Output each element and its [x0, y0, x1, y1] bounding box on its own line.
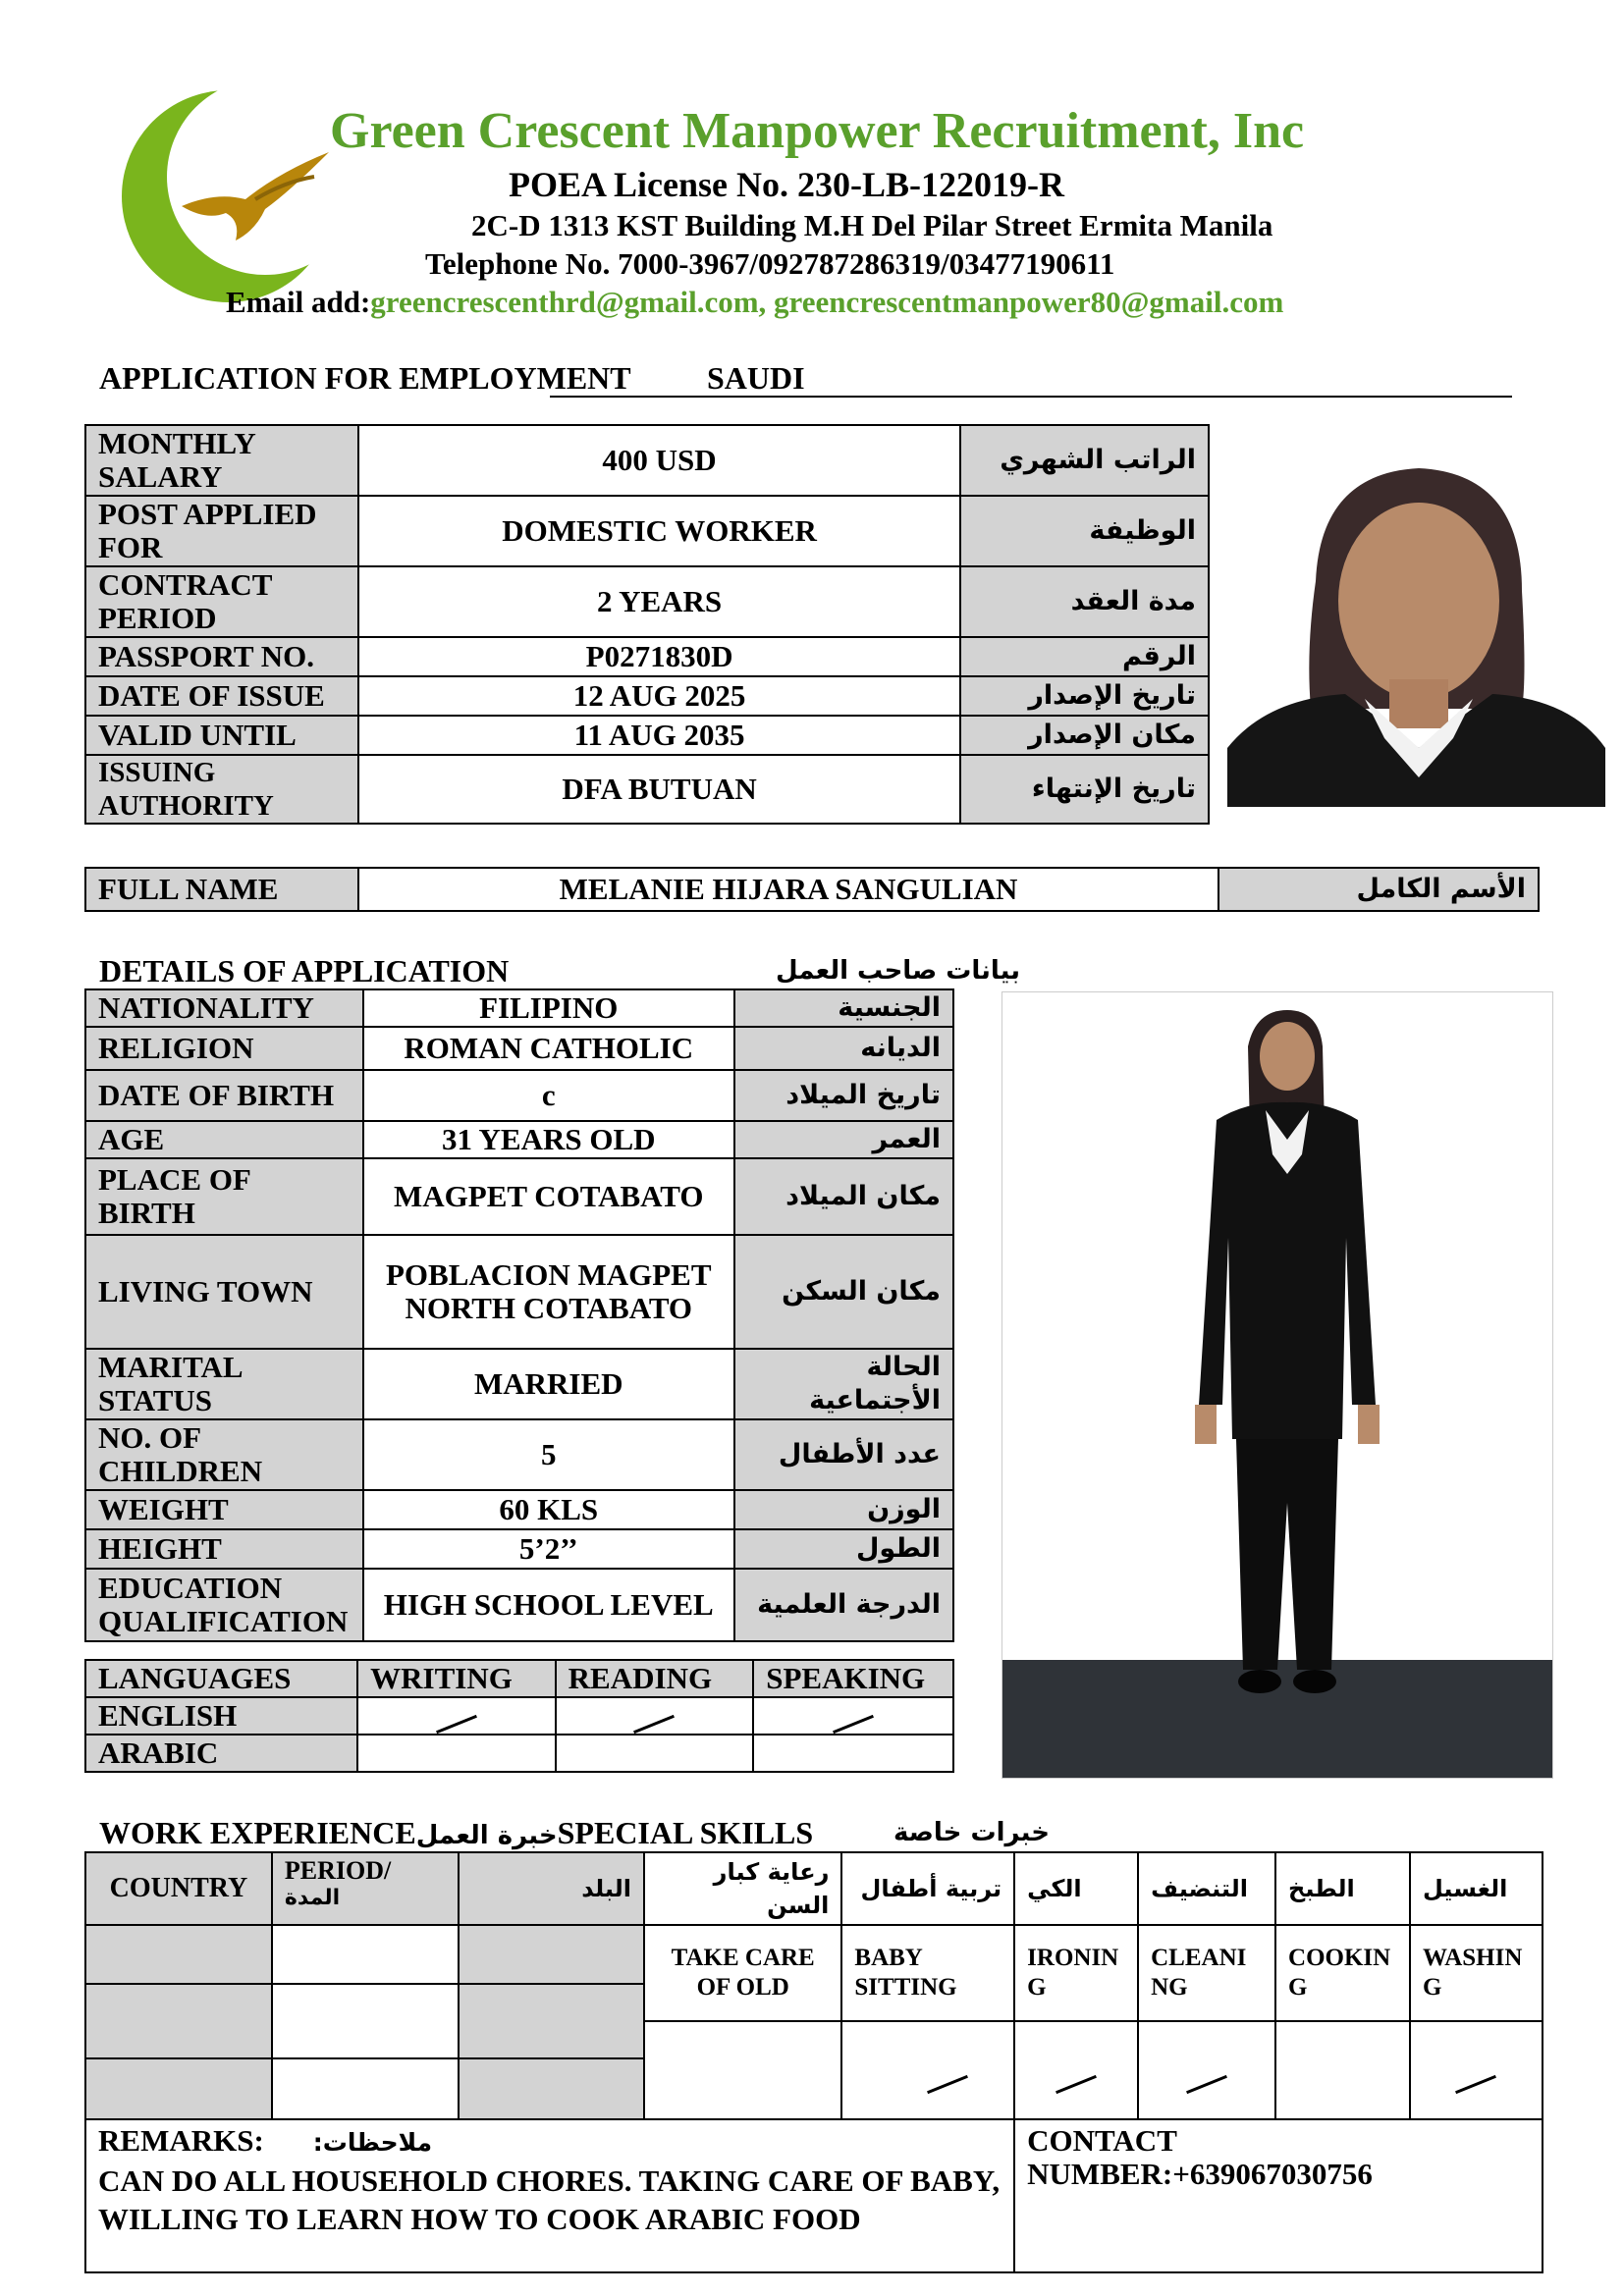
skill-label-baby: BABY SITTING — [841, 1925, 1014, 2021]
work-country-cell — [85, 1984, 272, 2058]
full-name-table — [84, 867, 1540, 912]
special-skills-title: SPECIAL SKILLS — [557, 1815, 814, 1850]
arabic-place-of-birth: مكان الميلاد — [734, 1158, 953, 1235]
value-date-of-issue: 12 AUG 2025 — [358, 676, 961, 716]
value-height: 5’2’’ — [363, 1529, 734, 1569]
work-country-arabic-cell — [459, 2058, 644, 2119]
skill-label-ironing: IRONIN G — [1014, 1925, 1138, 2021]
remarks-arabic: ملاحظات: — [312, 2128, 433, 2157]
special-skills-arabic: خبرات خاصة — [893, 1818, 1051, 1847]
label-age: AGE — [85, 1121, 363, 1158]
language-arabic: ARABIC — [85, 1735, 357, 1772]
email-label: Email add: — [226, 285, 371, 319]
value-issuing-authority: DFA BUTUAN — [358, 755, 961, 824]
label-monthly-salary: MONTHLY SALARY — [85, 425, 358, 496]
arabic-monthly-salary: الراتب الشهري — [960, 425, 1209, 496]
value-place-of-birth: MAGPET COTABATO — [363, 1158, 734, 1235]
label-issuing-authority: ISSUING AUTHORITY — [85, 755, 358, 824]
value-religion: ROMAN CATHOLIC — [363, 1027, 734, 1070]
license-number: POEA License No. 230-LB-122019-R — [509, 165, 1064, 204]
label-education: EDUCATION QUALIFICATION — [85, 1569, 363, 1641]
label-living-town: LIVING TOWN — [85, 1235, 363, 1349]
value-living-town: POBLACION MAGPET NORTH COTABATO — [363, 1235, 734, 1349]
value-education: HIGH SCHOOL LEVEL — [363, 1569, 734, 1641]
languages-table — [84, 1659, 954, 1773]
work-country-arabic-cell — [459, 1925, 644, 1984]
label-children: NO. OF CHILDREN — [85, 1419, 363, 1490]
remarks-text: CAN DO ALL HOUSEHOLD CHORES. TAKING CARE OF BABY, WILLING TO LEARN HOW TO COOK ARABIC FOOD — [98, 2163, 1001, 2236]
remarks-cell — [85, 2119, 1014, 2272]
headshot-photo — [1227, 454, 1605, 807]
speaking-header: SPEAKING — [753, 1660, 953, 1697]
skill-label-washing: WASHIN G — [1410, 1925, 1543, 2021]
value-children: 5 — [363, 1419, 734, 1490]
application-title: APPLICATION FOR EMPLOYMENT — [99, 360, 631, 396]
skill-check-cooking — [1275, 2021, 1410, 2119]
value-contract-period: 2 YEARS — [358, 566, 961, 637]
skill-label-elderly: TAKE CARE OF OLD — [644, 1925, 841, 2021]
label-passport-no: PASSPORT NO. — [85, 637, 358, 676]
english-writing-check — [357, 1697, 556, 1735]
company-logo — [118, 83, 344, 309]
work-country-cell — [85, 2058, 272, 2119]
arabic-marital-status: الحالة الأجتماعية — [734, 1349, 953, 1419]
value-nationality: FILIPINO — [363, 989, 734, 1027]
label-nationality: NATIONALITY — [85, 989, 363, 1027]
label-marital-status: MARITAL STATUS — [85, 1349, 363, 1419]
contact-label: CONTACT — [1027, 2123, 1177, 2158]
label-post-applied: POST APPLIED FOR — [85, 496, 358, 566]
period-header-label: PERIOD/ — [284, 1856, 392, 1885]
skill-check-elderly — [644, 2021, 841, 2119]
value-passport-no: P0271830D — [358, 637, 961, 676]
label-place-of-birth: PLACE OF BIRTH — [85, 1158, 363, 1235]
email-line — [226, 286, 1283, 319]
telephone: Telephone No. 7000-3967/092787286319/03477190611 — [425, 246, 1115, 281]
skill-label-cleaning: CLEANI NG — [1138, 1925, 1275, 2021]
reading-header: READING — [556, 1660, 754, 1697]
skill-check-cleaning — [1138, 2021, 1275, 2119]
work-experience-arabic: خبرة العمل — [415, 1821, 558, 1850]
value-weight: 60 KLS — [363, 1490, 734, 1529]
skill-arabic-cooking: الطبخ — [1275, 1852, 1410, 1925]
passport-table — [84, 424, 1210, 825]
period-header — [272, 1852, 459, 1925]
arabic-contract-period: مدة العقد — [960, 566, 1209, 637]
work-country-arabic-cell — [459, 1984, 644, 2058]
work-title-line — [99, 1815, 813, 1853]
arabic-reading-cell — [556, 1735, 754, 1772]
value-monthly-salary: 400 USD — [358, 425, 961, 496]
full-name-arabic: الأسم الكامل — [1218, 868, 1539, 911]
label-valid-until: VALID UNTIL — [85, 716, 358, 755]
value-marital-status: MARRIED — [363, 1349, 734, 1419]
work-experience-title: WORK EXPERIENCE — [99, 1815, 416, 1850]
arabic-speaking-cell — [753, 1735, 953, 1772]
label-date-of-birth: DATE OF BIRTH — [85, 1070, 363, 1121]
arabic-passport-no: الرقم — [960, 637, 1209, 676]
arabic-issuing-authority: تاريخ الإنتهاء — [960, 755, 1209, 824]
company-address: 2C-D 1313 KST Building M.H Del Pilar Street Ermita Manila — [471, 208, 1273, 242]
arabic-height: الطول — [734, 1529, 953, 1569]
value-age: 31 YEARS OLD — [363, 1121, 734, 1158]
skill-label-cooking: COOKIN G — [1275, 1925, 1410, 2021]
languages-header: LANGUAGES — [85, 1660, 357, 1697]
arabic-children: عدد الأطفال — [734, 1419, 953, 1490]
arabic-date-of-issue: تاريخ الإصدار — [960, 676, 1209, 716]
skill-check-baby — [841, 2021, 1014, 2119]
work-period-cell — [272, 1925, 459, 1984]
full-name-value: MELANIE HIJARA SANGULIAN — [358, 868, 1219, 911]
email-value: greencrescenthrd@gmail.com, greencrescentmanpower80@gmail.com — [370, 285, 1284, 319]
arabic-date-of-birth: تاريخ الميلاد — [734, 1070, 953, 1121]
work-skills-table — [84, 1851, 1543, 2273]
arabic-post-applied: الوظيفة — [960, 496, 1209, 566]
company-name: Green Crescent Manpower Recruitment, Inc — [330, 103, 1305, 159]
value-post-applied: DOMESTIC WORKER — [358, 496, 961, 566]
details-table — [84, 988, 954, 1642]
value-valid-until: 11 AUG 2035 — [358, 716, 961, 755]
label-weight: WEIGHT — [85, 1490, 363, 1529]
full-name-label: FULL NAME — [85, 868, 358, 911]
value-date-of-birth: c — [363, 1070, 734, 1121]
language-english: ENGLISH — [85, 1697, 357, 1735]
label-date-of-issue: DATE OF ISSUE — [85, 676, 358, 716]
skill-arabic-cleaning: التنضيف — [1138, 1852, 1275, 1925]
arabic-age: العمر — [734, 1121, 953, 1158]
remarks-heading — [98, 2124, 1001, 2160]
skill-check-washing — [1410, 2021, 1543, 2119]
details-title-arabic: بيانات صاحب العمل — [776, 956, 1021, 986]
arabic-weight: الوزن — [734, 1490, 953, 1529]
arabic-nationality: الجنسية — [734, 989, 953, 1027]
full-body-photo — [1001, 991, 1553, 1779]
english-reading-check — [556, 1697, 754, 1735]
skill-arabic-baby: تربية أطفال — [841, 1852, 1014, 1925]
skill-check-ironing — [1014, 2021, 1138, 2119]
details-title: DETAILS OF APPLICATION — [99, 953, 510, 988]
label-contract-period: CONTRACT PERIOD — [85, 566, 358, 637]
contact-cell — [1014, 2119, 1543, 2272]
label-height: HEIGHT — [85, 1529, 363, 1569]
arabic-living-town: مكان السكن — [734, 1235, 953, 1349]
application-country: SAUDI — [707, 360, 805, 396]
work-country-cell — [85, 1925, 272, 1984]
work-period-cell — [272, 1984, 459, 2058]
remarks-label: REMARKS: — [98, 2123, 264, 2158]
arabic-valid-until: مكان الإصدار — [960, 716, 1209, 755]
arabic-religion: الديانه — [734, 1027, 953, 1070]
skill-arabic-washing: الغسيل — [1410, 1852, 1543, 1925]
work-period-cell — [272, 2058, 459, 2119]
country-header: COUNTRY — [85, 1852, 272, 1925]
label-religion: RELIGION — [85, 1027, 363, 1070]
writing-header: WRITING — [357, 1660, 556, 1697]
english-speaking-check — [753, 1697, 953, 1735]
contact-number: NUMBER:+639067030756 — [1027, 2157, 1373, 2191]
country-header-arabic: البلد — [459, 1852, 644, 1925]
skill-arabic-elderly: رعاية كبار السن — [644, 1852, 841, 1925]
title-underline — [550, 396, 1512, 398]
skill-arabic-ironing: الكي — [1014, 1852, 1138, 1925]
period-header-arabic: المدة — [284, 1886, 341, 1910]
arabic-education: الدرجة العلمية — [734, 1569, 953, 1641]
arabic-writing-cell — [357, 1735, 556, 1772]
